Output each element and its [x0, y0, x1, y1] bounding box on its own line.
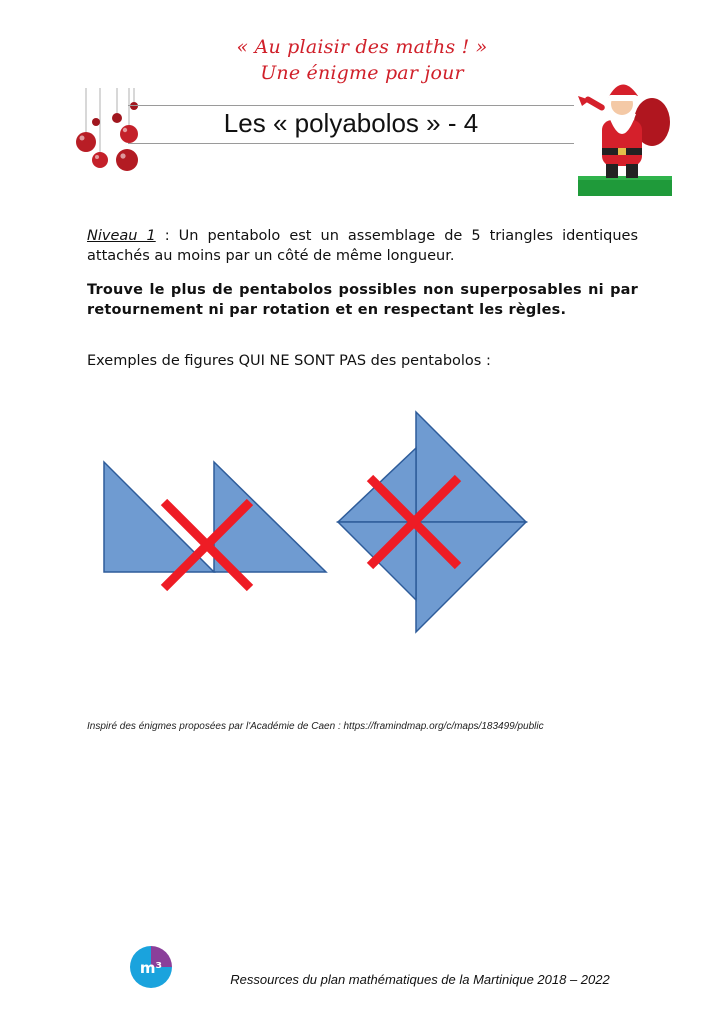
- header-subtitle: Une énigme par jour: [260, 62, 464, 84]
- level-label: Niveau 1: [87, 228, 156, 244]
- counterexample-figure-2: [334, 406, 530, 638]
- santa-claus-icon: [572, 70, 676, 198]
- header-tagline: « Au plaisir des maths ! »: [236, 36, 488, 58]
- title-rule-top: [128, 105, 574, 106]
- level-paragraph: [87, 226, 638, 266]
- title-rule-bottom: [128, 143, 574, 144]
- page-title: Les « polyabolos » - 4: [223, 108, 479, 138]
- source-credit: Inspiré des énigmes proposées par l'Académie de Caen : https://framindmap.org/c/maps/183499/public: [87, 721, 544, 732]
- task-paragraph: Trouve le plus de pentabolos possibles non superposables ni par retournement ni par rotation et en respectant les règles.: [87, 282, 638, 318]
- counterexample-figure-1: [100, 455, 332, 595]
- logo-text: m³: [139, 959, 163, 977]
- level-text: : Un pentabolo est un assemblage de 5 triangles identiques attachés au moins par un côté de même longueur.: [87, 228, 638, 264]
- examples-intro: Exemples de figures QUI NE SONT PAS des pentabolos :: [87, 353, 491, 369]
- footer-text: Ressources du plan mathématiques de la Martinique 2018 – 2022: [230, 972, 610, 987]
